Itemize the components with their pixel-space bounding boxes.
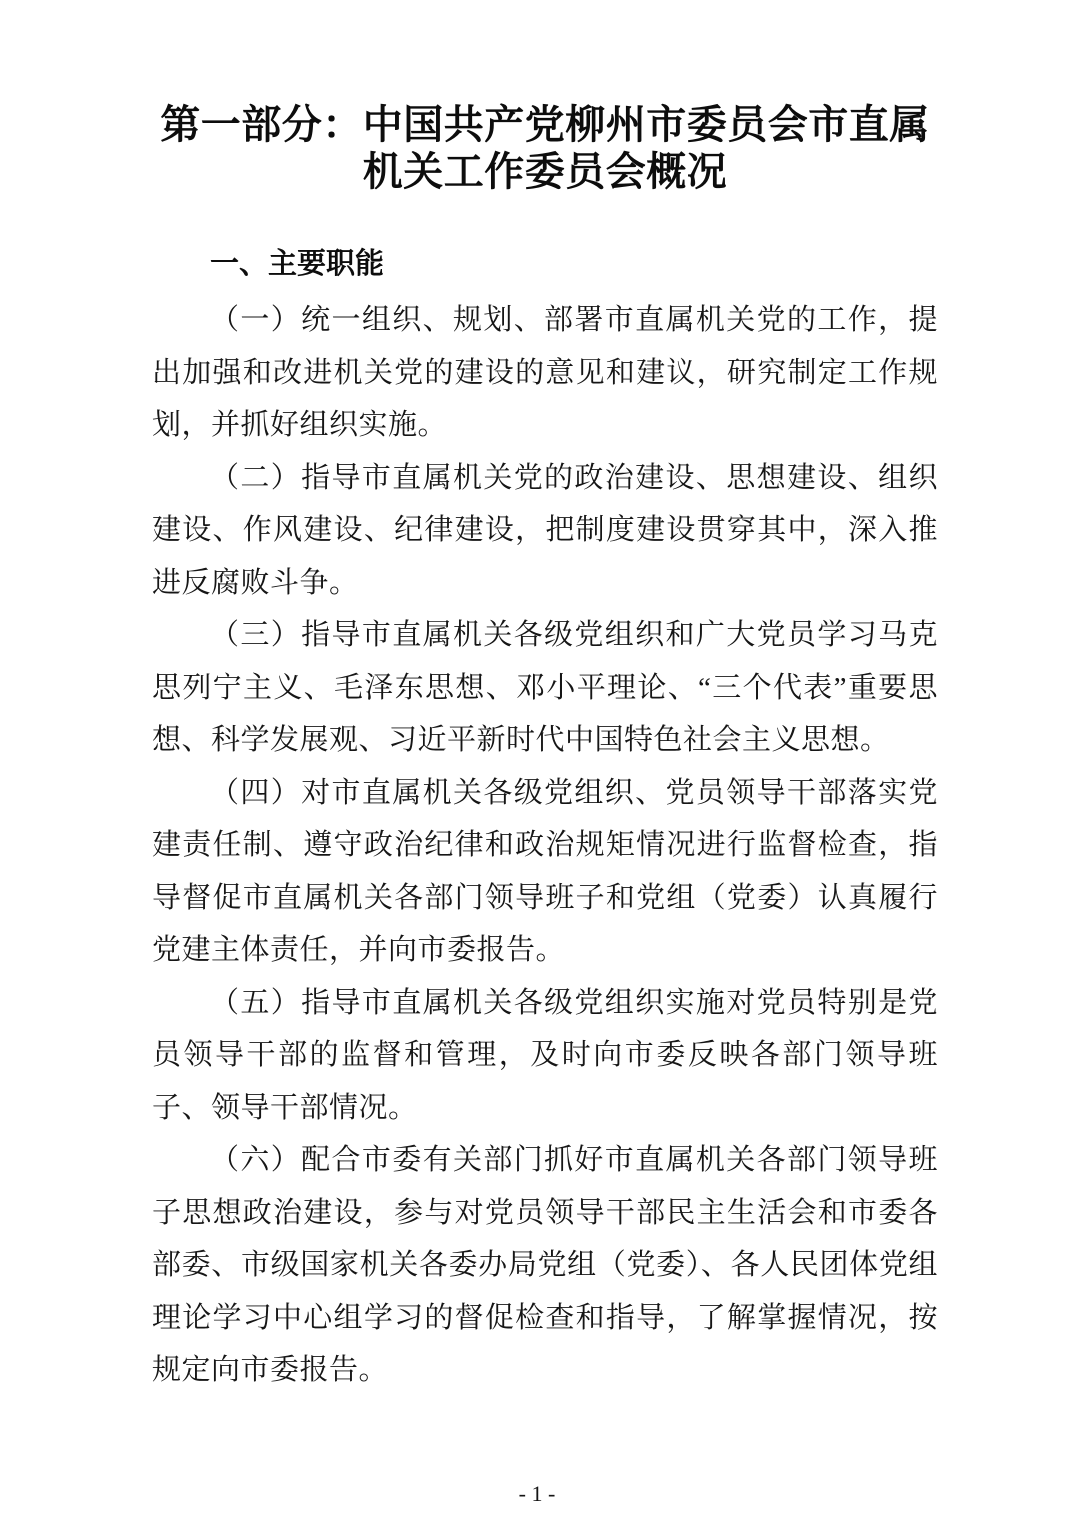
section-heading: 一、主要职能 <box>210 246 385 280</box>
body-paragraph-4: （四）对市直属机关各级党组织、党员领导干部落实党建责任制、遵守政治纪律和政治规矩情况进行监督检查，指导督促市直属机关各部门领导班子和党组（党委）认真履行党建主体责任，并向市委报告。 <box>152 776 938 966</box>
body-paragraph-2: （二）指导市直属机关党的政治建设、思想建设、组织建设、作风建设、纪律建设，把制度建设贯穿其中，深入推进反腐败斗争。 <box>152 461 938 599</box>
document-content <box>0 102 1074 1397</box>
body-text <box>152 294 938 1397</box>
body-paragraph-3: （三）指导市直属机关各级党组织和广大党员学习马克思列宁主义、毛泽东思想、邓小平理论、“三个代表”重要思想、科学发展观、习近平新时代中国特色社会主义思想。 <box>152 619 938 756</box>
page-number: - 1 - <box>518 1481 556 1506</box>
document-title: 第一部分：中国共产党柳州市委员会市直属机关工作委员会概况 <box>160 102 930 195</box>
body-paragraph-1: （一）统一组织、规划、部署市直属机关党的工作，提出加强和改进机关党的建设的意见和建议，研究制定工作规划，并抓好组织实施。 <box>152 304 938 441</box>
body-paragraph-6: （六）配合市委有关部门抓好市直属机关各部门领导班子思想政治建设，参与对党员领导干部民主生活会和市委各部委、市级国家机关各委办局党组（党委）、各人民团体党组理论学习中心组学习的督促检查和指导，了解掌握情况，按规定向市委报告。 <box>152 1144 938 1386</box>
body-paragraph-5: （五）指导市直属机关各级党组织实施对党员特别是党员领导干部的监督和管理，及时向市委反映各部门领导班子、领导干部情况。 <box>152 986 938 1124</box>
